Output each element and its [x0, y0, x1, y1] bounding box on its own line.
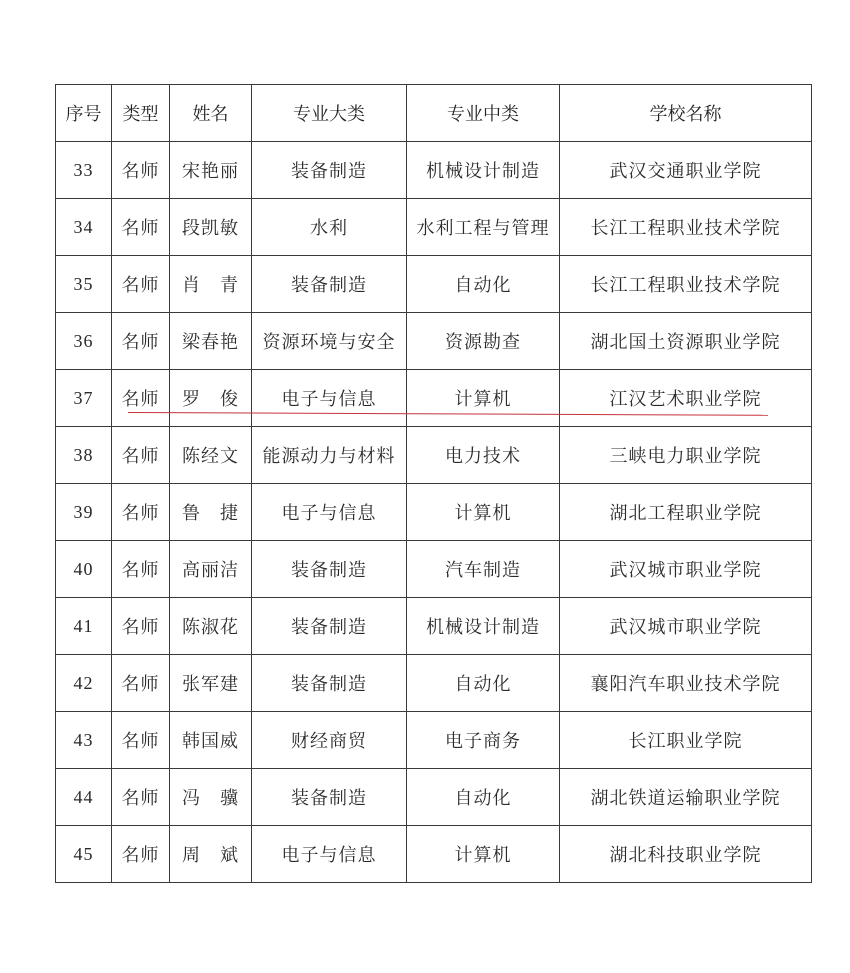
- table-row: [56, 484, 812, 541]
- cell-type: 名师: [112, 427, 170, 484]
- table-row: [56, 541, 812, 598]
- cell-major-category: 装备制造: [252, 769, 407, 826]
- cell-major-subcategory: 机械设计制造: [407, 598, 560, 655]
- cell-major-category: 能源动力与材料: [252, 427, 407, 484]
- cell-school-name: 江汉艺术职业学院: [560, 370, 812, 427]
- table-row: [56, 655, 812, 712]
- cell-major-category: 电子与信息: [252, 370, 407, 427]
- cell-school-name: 长江工程职业技术学院: [560, 199, 812, 256]
- cell-major-subcategory: 自动化: [407, 256, 560, 313]
- table-row: [56, 826, 812, 883]
- cell-index: 43: [56, 712, 112, 769]
- table-row: [56, 313, 812, 370]
- cell-major-category: 电子与信息: [252, 826, 407, 883]
- cell-major-category: 装备制造: [252, 598, 407, 655]
- cell-type: 名师: [112, 541, 170, 598]
- header-name: 姓名: [170, 85, 252, 142]
- cell-major-subcategory: 电力技术: [407, 427, 560, 484]
- cell-school-name: 武汉交通职业学院: [560, 142, 812, 199]
- cell-type: 名师: [112, 484, 170, 541]
- cell-major-category: 装备制造: [252, 655, 407, 712]
- cell-name: 陈淑花: [170, 598, 252, 655]
- cell-school-name: 三峡电力职业学院: [560, 427, 812, 484]
- cell-name: 冯 骥: [170, 769, 252, 826]
- cell-name: 肖 青: [170, 256, 252, 313]
- header-major-category: 专业大类: [252, 85, 407, 142]
- header-index: 序号: [56, 85, 112, 142]
- cell-name: 张军建: [170, 655, 252, 712]
- cell-index: 36: [56, 313, 112, 370]
- cell-major-category: 水利: [252, 199, 407, 256]
- cell-index: 38: [56, 427, 112, 484]
- cell-school-name: 长江职业学院: [560, 712, 812, 769]
- cell-school-name: 湖北铁道运输职业学院: [560, 769, 812, 826]
- cell-school-name: 湖北国土资源职业学院: [560, 313, 812, 370]
- table-header: [56, 85, 812, 142]
- cell-name: 段凯敏: [170, 199, 252, 256]
- cell-name: 罗 俊: [170, 370, 252, 427]
- cell-index: 44: [56, 769, 112, 826]
- table-row: [56, 199, 812, 256]
- cell-type: 名师: [112, 598, 170, 655]
- cell-type: 名师: [112, 655, 170, 712]
- cell-school-name: 武汉城市职业学院: [560, 598, 812, 655]
- cell-major-subcategory: 计算机: [407, 484, 560, 541]
- table-row: [56, 598, 812, 655]
- table-row: [56, 427, 812, 484]
- cell-type: 名师: [112, 769, 170, 826]
- cell-name: 梁春艳: [170, 313, 252, 370]
- cell-school-name: 长江工程职业技术学院: [560, 256, 812, 313]
- cell-type: 名师: [112, 256, 170, 313]
- cell-major-subcategory: 水利工程与管理: [407, 199, 560, 256]
- cell-major-subcategory: 电子商务: [407, 712, 560, 769]
- staff-table: [55, 84, 812, 883]
- cell-name: 鲁 捷: [170, 484, 252, 541]
- cell-major-subcategory: 自动化: [407, 655, 560, 712]
- header-major-subcategory: 专业中类: [407, 85, 560, 142]
- cell-major-subcategory: 资源勘查: [407, 313, 560, 370]
- cell-major-subcategory: 计算机: [407, 370, 560, 427]
- cell-major-category: 装备制造: [252, 142, 407, 199]
- cell-major-category: 财经商贸: [252, 712, 407, 769]
- table-row: [56, 370, 812, 427]
- cell-school-name: 湖北科技职业学院: [560, 826, 812, 883]
- cell-type: 名师: [112, 370, 170, 427]
- cell-index: 33: [56, 142, 112, 199]
- cell-major-category: 装备制造: [252, 256, 407, 313]
- cell-major-category: 电子与信息: [252, 484, 407, 541]
- cell-name: 周 斌: [170, 826, 252, 883]
- cell-index: 34: [56, 199, 112, 256]
- cell-major-category: 资源环境与安全: [252, 313, 407, 370]
- header-school-name: 学校名称: [560, 85, 812, 142]
- table-row: [56, 712, 812, 769]
- cell-school-name: 武汉城市职业学院: [560, 541, 812, 598]
- table-body: [56, 142, 812, 883]
- cell-type: 名师: [112, 313, 170, 370]
- cell-major-subcategory: 自动化: [407, 769, 560, 826]
- cell-name: 宋艳丽: [170, 142, 252, 199]
- cell-index: 37: [56, 370, 112, 427]
- cell-major-subcategory: 计算机: [407, 826, 560, 883]
- cell-index: 39: [56, 484, 112, 541]
- cell-major-subcategory: 汽车制造: [407, 541, 560, 598]
- cell-school-name: 湖北工程职业学院: [560, 484, 812, 541]
- table-row: [56, 769, 812, 826]
- cell-type: 名师: [112, 826, 170, 883]
- header-row: [56, 85, 812, 142]
- table-row: [56, 256, 812, 313]
- cell-major-category: 装备制造: [252, 541, 407, 598]
- cell-index: 45: [56, 826, 112, 883]
- cell-index: 40: [56, 541, 112, 598]
- cell-index: 35: [56, 256, 112, 313]
- cell-name: 陈经文: [170, 427, 252, 484]
- cell-name: 韩国威: [170, 712, 252, 769]
- cell-index: 42: [56, 655, 112, 712]
- cell-index: 41: [56, 598, 112, 655]
- table-row: [56, 142, 812, 199]
- cell-name: 高丽洁: [170, 541, 252, 598]
- header-type: 类型: [112, 85, 170, 142]
- cell-type: 名师: [112, 712, 170, 769]
- cell-type: 名师: [112, 142, 170, 199]
- cell-major-subcategory: 机械设计制造: [407, 142, 560, 199]
- cell-type: 名师: [112, 199, 170, 256]
- cell-school-name: 襄阳汽车职业技术学院: [560, 655, 812, 712]
